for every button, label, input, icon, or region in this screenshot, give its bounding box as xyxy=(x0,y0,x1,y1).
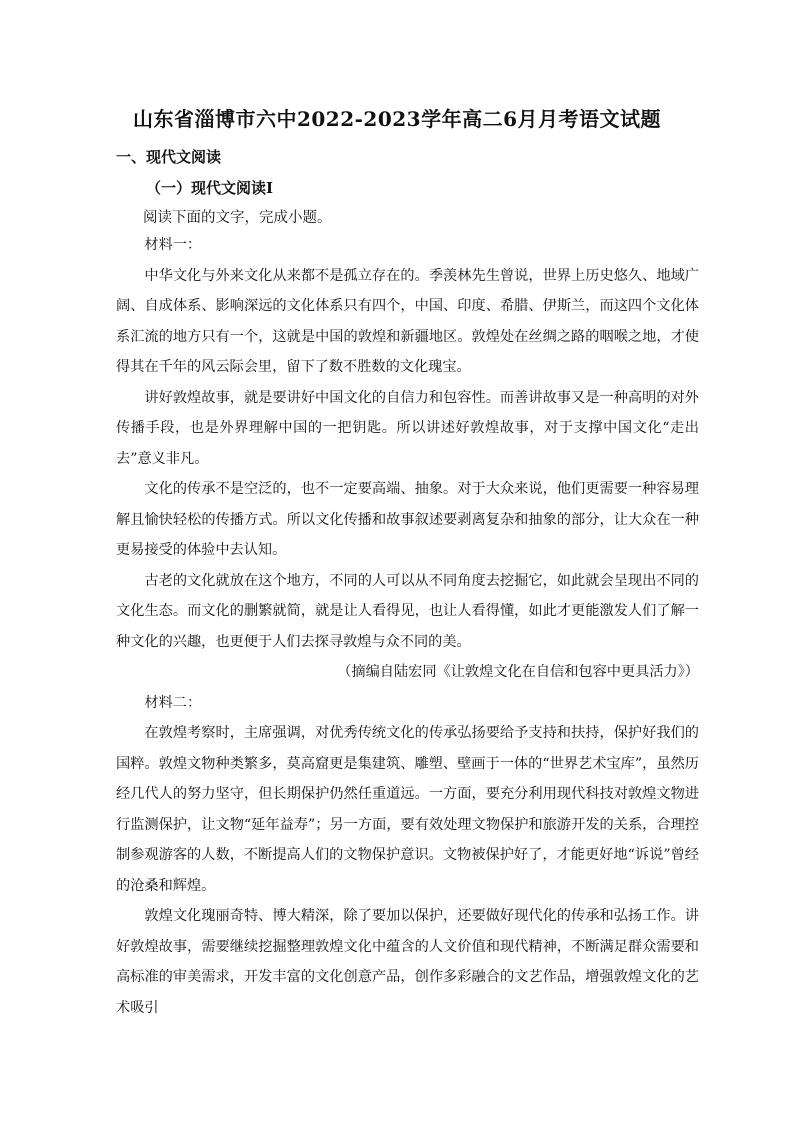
material-1-source: （摘编自陆宏同《让敦煌文化在自信和包容中更具活力》） xyxy=(337,664,699,680)
material-1-paragraph: 中华文化与外来文化从来都不是孤立存在的。季羡林先生曾说，世界上历史悠久、地域广阔、自成体系、影响深远的文化体系只有四个，中国、印度、希腊、伊斯兰，而这四个文化体系汇流的地方只有一个，这就是中国的敦煌和新疆地区。敦煌处在丝绸之路的咽喉之地，才使得其在千年的风云际会里，留下了数不胜数的文化瑰宝。 xyxy=(116,267,699,375)
material-1-label: 材料一： xyxy=(144,237,202,253)
material-1-paragraph: 讲好敦煌故事，就是要讲好中国文化的自信力和包容性。而善讲故事又是一种高明的对外传播手段，也是外界理解中国的一把钥匙。所以讲述好敦煌故事，对于支撑中国文化“走出去”意义非凡。 xyxy=(116,389,699,467)
material-1-paragraph: 文化的传承不是空泛的，也不一定要高端、抽象。对于大众来说，他们更需要一种容易理解且愉快轻松的传播方式。所以文化传播和故事叙述要剥离复杂和抽象的部分，让大众在一种更易接受的体验中去认知。 xyxy=(116,481,699,558)
material-2-paragraph: 敦煌文化瑰丽奇特、博大精深，除了要加以保护，还要做好现代化的传承和弘扬工作。讲好敦煌故事，需要继续挖掘整理敦煌文化中蕴含的人文价值和现代精神，不断满足群众需要和高标准的审美需求，开发丰富的文化创意产品，创作多彩融合的文艺作品，增强敦煌文化的艺术吸引 xyxy=(116,908,699,1016)
instruction-text: 阅读下面的文字，完成小题。 xyxy=(143,210,332,226)
material-2-label: 材料二： xyxy=(144,694,202,711)
subsection-heading: （一）现代文阅读Ⅰ xyxy=(146,179,274,197)
section-heading: 一、现代文阅读 xyxy=(116,148,222,166)
material-1-paragraph: 古老的文化就放在这个地方，不同的人可以从不同角度去挖掘它，如此就会呈现出不同的文化生态。而文化的删繁就简，就是让人看得见，也让人看得懂，如此才更能激发人们了解一种文化的兴趣，也更便于人们去探寻敦煌与众不同的美。 xyxy=(116,572,699,650)
page-title: 山东省淄博市六中2022-2023学年高二6月月考语文试题 xyxy=(132,107,662,131)
material-2-paragraph: 在敦煌考察时，主席强调，对优秀传统文化的传承弘扬要给予支持和扶持，保护好我们的国粹。敦煌文物种类繁多，莫高窟更是集建筑、雕塑、壁画于一体的“世界艺术宝库”，虽然历经几代人的努力坚守，但长期保护仍然任重道远。一方面，要充分利用现代科技对敦煌文物进行监测保护，让文物“延年益寿”；另一方面，要有效处理文物保护和旅游开发的关系，合理控制参观游客的人数，不断提高人们的文物保护意识。文物被保护好了，才能更好地“诉说”曾经的沧桑和辉煌。 xyxy=(116,725,699,894)
reading-passage xyxy=(116,230,699,1023)
